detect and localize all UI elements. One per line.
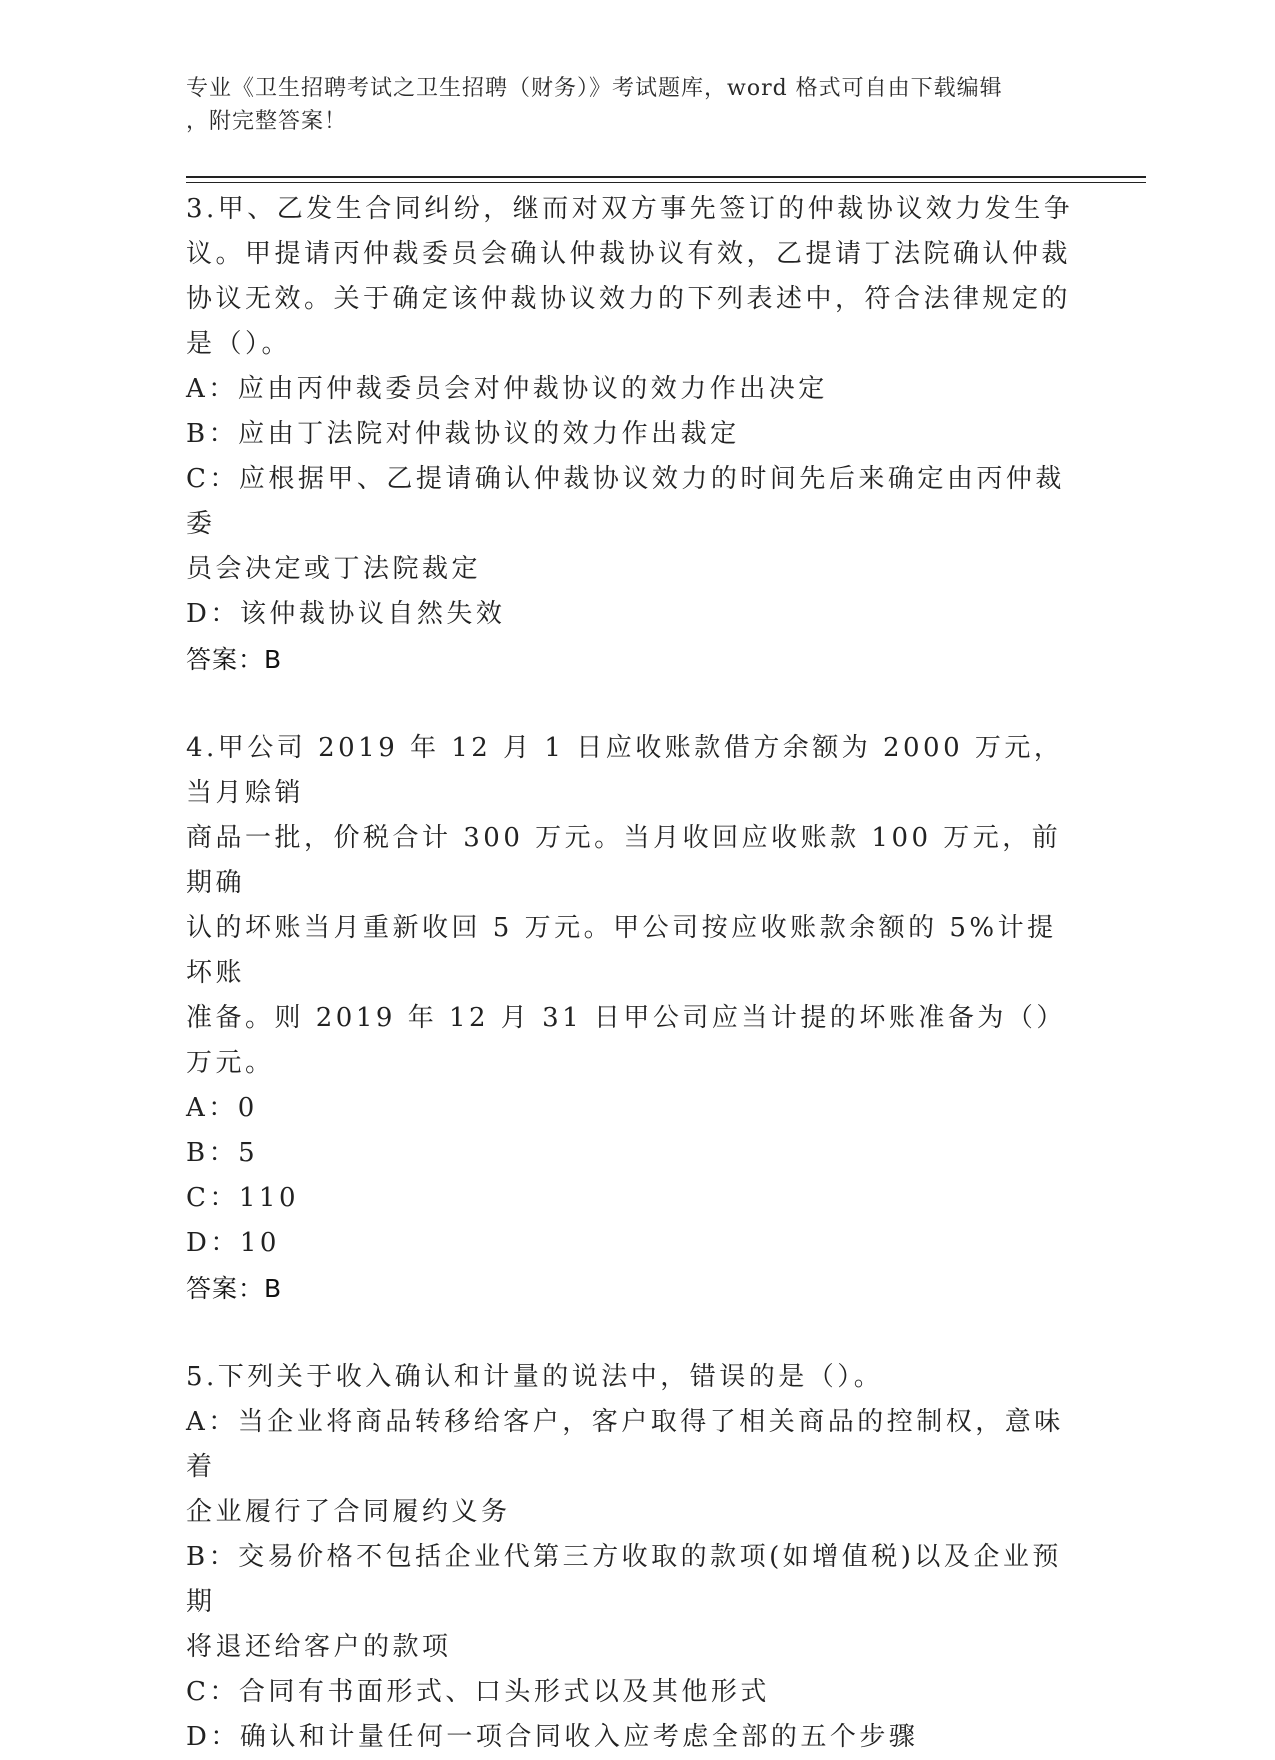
- option-d: D：10: [186, 1228, 280, 1258]
- option-c-continued: 员会决定或丁法院裁定: [186, 554, 482, 584]
- option-d: D：该仲裁协议自然失效: [186, 599, 506, 629]
- option-a: A：0: [186, 1093, 258, 1123]
- header-divider-thick: [186, 176, 1146, 178]
- option-a: A：应由丙仲裁委员会对仲裁协议的效力作出决定: [186, 374, 828, 404]
- question-stem-line: 是（）。: [186, 329, 292, 359]
- header-title-line-1: 专业《卫生招聘考试之卫生招聘（财务）》考试题库，word 格式可自由下载编辑: [186, 76, 1003, 101]
- question-3: [186, 187, 1086, 682]
- option-a: A：当企业将商品转移给客户，客户取得了相关商品的控制权，意味着: [186, 1407, 1064, 1482]
- option-a-continued: 企业履行了合同履约义务: [186, 1497, 511, 1527]
- question-stem-line: 准备。则 2019 年 12 月 31 日甲公司应当计提的坏账准备为（）万元。: [186, 1003, 1066, 1078]
- question-4: [186, 726, 1086, 1311]
- option-b: B：5: [186, 1138, 259, 1168]
- question-stem-line: 商品一批，价税合计 300 万元。当月收回应收账款 100 万元，前期确: [186, 823, 1062, 898]
- option-c: C：应根据甲、乙提请确认仲裁协议效力的时间先后来确定由丙仲裁委: [186, 464, 1065, 539]
- header-divider-thin: [186, 182, 1146, 183]
- question-stem-line: 认的坏账当月重新收回 5 万元。甲公司按应收账款余额的 5%计提坏账: [186, 913, 1057, 988]
- question-stem-line: 4.甲公司 2019 年 12 月 1 日应收账款借方余额为 2000 万元，当月赊销: [186, 733, 1064, 808]
- answer-label: 答案：B: [186, 645, 283, 674]
- question-list: [186, 187, 1086, 1760]
- question-stem-line: 5.下列关于收入确认和计量的说法中，错误的是（）。: [186, 1362, 884, 1392]
- header-title-line-2: ，附完整答案！: [186, 109, 348, 134]
- option-d: D：确认和计量任何一项合同收入应考虑全部的五个步骤: [186, 1722, 919, 1752]
- option-b-continued: 将退还给客户的款项: [186, 1632, 452, 1662]
- question-stem-line: 协议无效。关于确定该仲裁协议效力的下列表述中，符合法律规定的: [186, 284, 1072, 314]
- question-stem-line: 3.甲、乙发生合同纠纷，继而对双方事先签订的仲裁协议效力发生争: [186, 194, 1074, 224]
- option-c: C：合同有书面形式、口头形式以及其他形式: [186, 1677, 770, 1707]
- question-5: [186, 1355, 1086, 1760]
- option-b: B：交易价格不包括企业代第三方收取的款项(如增值税)以及企业预期: [186, 1542, 1062, 1617]
- option-b: B：应由丁法院对仲裁协议的效力作出裁定: [186, 419, 740, 449]
- option-c: C：110: [186, 1183, 300, 1213]
- answer-label: 答案：B: [186, 1274, 283, 1303]
- document-header: [186, 72, 1086, 138]
- question-stem-line: 议。甲提请丙仲裁委员会确认仲裁协议有效，乙提请丁法院确认仲裁: [186, 239, 1072, 269]
